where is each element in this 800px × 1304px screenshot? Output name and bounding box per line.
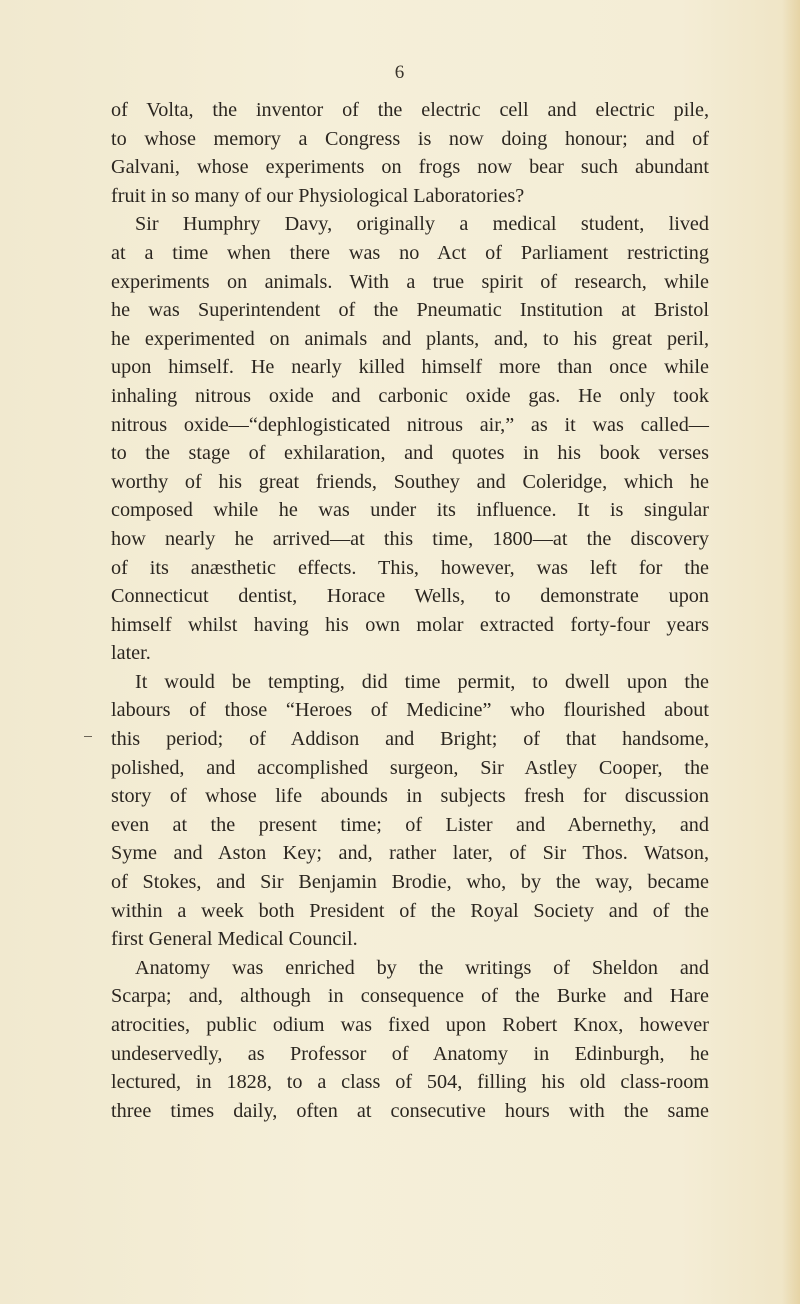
page-edge-shading — [782, 0, 800, 1304]
text-line: he was Superintendent of the Pneumatic Institution at Bristol — [111, 299, 709, 322]
text-line: polished, and accomplished surgeon, Sir Astley Cooper, the — [111, 756, 709, 779]
text-line: atrocities, public odium was fixed upon Robert Knox, however — [111, 1014, 709, 1036]
text-line: story of whose life abounds in subjects fresh for discussion — [111, 785, 709, 808]
text-line: nitrous oxide—“dephlogisticated nitrous air,” as it was called— — [111, 413, 709, 436]
text-line: undeservedly, as Professor of Anatomy in Edinburgh, he — [111, 1042, 709, 1065]
text-line: even at the present time; of Lister and Abernethy, and — [111, 813, 709, 836]
text-line: fruit in so many of our Physiological Laboratories? — [111, 184, 525, 207]
text-line: first General Medical Council. — [111, 928, 358, 951]
page-number: 6 — [394, 62, 406, 83]
text-line: Sir Humphry Davy, originally a medical student, lived — [135, 213, 709, 236]
text-line: three times daily, often at consecutive hours with the same — [111, 1099, 709, 1122]
text-line: It would be tempting, did time permit, to dwell upon the — [135, 670, 709, 693]
text-line: to whose memory a Congress is now doing honour; and of — [111, 127, 709, 150]
text-line: later. — [111, 642, 151, 665]
text-line: inhaling nitrous oxide and carbonic oxide gas. He only took — [111, 384, 709, 407]
text-line: Anatomy was enriched by the writings of Sheldon and — [135, 956, 709, 979]
text-line: of Stokes, and Sir Benjamin Brodie, who, by the way, became — [111, 871, 709, 894]
text-line: he experimented on animals and plants, and, to his great peril, — [111, 327, 709, 350]
text-line: Scarpa; and, although in consequence of the Burke and Hare — [111, 985, 709, 1008]
margin-mark — [84, 736, 92, 737]
text-line: to the stage of exhilaration, and quotes in his book verses — [111, 442, 709, 465]
text-line: of Volta, the inventor of the electric cell and electric pile, — [111, 99, 709, 121]
text-line: himself whilst having his own molar extracted forty-four years — [111, 613, 709, 636]
text-line: labours of those “Heroes of Medicine” who flourished about — [111, 699, 709, 722]
text-line: worthy of his great friends, Southey and Coleridge, which he — [111, 470, 709, 493]
text-line: Connecticut dentist, Horace Wells, to demonstrate upon — [111, 585, 709, 608]
text-line: Galvani, whose experiments on frogs now bear such abundant — [111, 156, 709, 179]
body-text — [111, 96, 709, 1125]
text-line: Syme and Aston Key; and, rather later, of Sir Thos. Watson, — [111, 842, 709, 865]
text-line: this period; of Addison and Bright; of that handsome, — [111, 728, 709, 751]
text-line: of its anæsthetic effects. This, however, was left for the — [111, 556, 709, 579]
text-line: experiments on animals. With a true spirit of research, while — [111, 270, 709, 293]
text-line: composed while he was under its influence. It is singular — [111, 499, 709, 522]
text-line: lectured, in 1828, to a class of 504, filling his old class-room — [111, 1071, 709, 1094]
text-line: at a time when there was no Act of Parliament restricting — [111, 241, 709, 264]
text-line: within a week both President of the Royal Society and of the — [111, 899, 709, 922]
text-line: how nearly he arrived—at this time, 1800—at the discovery — [111, 527, 709, 550]
text-line: upon himself. He nearly killed himself more than once while — [111, 356, 709, 379]
